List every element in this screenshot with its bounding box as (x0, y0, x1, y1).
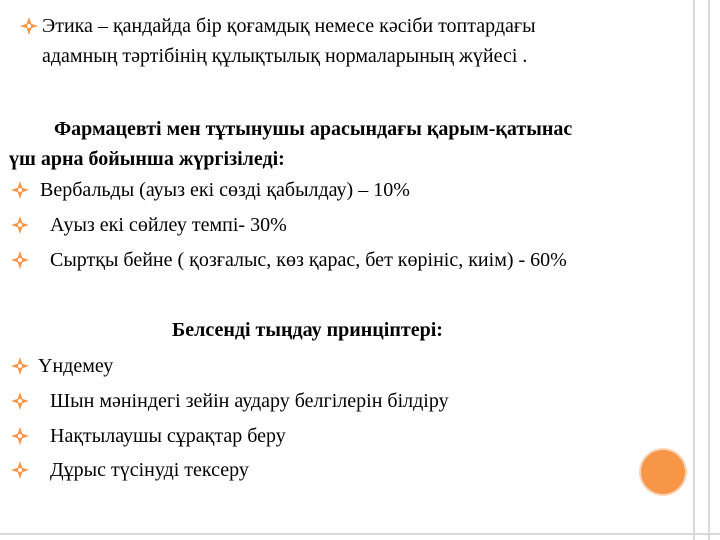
four-point-star-icon (20, 17, 38, 35)
list-item: Сыртқы бейне ( қозғалыс, көз қарас, бет көрініс, киім) - 60% (50, 249, 567, 271)
four-point-star-icon (11, 216, 29, 234)
list-item: Ауыз екі сөйлеу темпі- 30% (50, 214, 287, 236)
four-point-star-icon (11, 251, 29, 269)
four-point-star-icon (11, 181, 29, 199)
frame-line-bottom (0, 533, 720, 535)
list-item: Шын мәніндегі зейін аудару белгілерін білдіру (50, 390, 449, 412)
section-heading: Белсенді тыңдау принціптері: (172, 319, 443, 341)
paragraph-line: Этика – қандайда бір қоғамдық немесе кәсіби топтардағы (42, 15, 536, 37)
list-item: Дұрыс түсінуді тексеру (50, 459, 249, 481)
list-item: Үндемеу (38, 355, 114, 377)
frame-line-right-outer (708, 0, 710, 540)
section-heading: үш арна бойынша жүргізіледі: (9, 148, 285, 170)
paragraph-line: адамның тәртібінің құлықтылық нормаларының жүйесі . (42, 45, 528, 67)
list-item: Вербальды (ауыз екі сөзді қабылдау) – 10% (40, 179, 410, 201)
four-point-star-icon (11, 357, 29, 375)
four-point-star-icon (11, 427, 29, 445)
section-heading: Фармацевті мен тұтынушы арасындағы қарым-қатынас (54, 118, 573, 140)
four-point-star-icon (11, 392, 29, 410)
decorative-orange-circle (641, 450, 685, 494)
four-point-star-icon (11, 461, 29, 479)
list-item: Нақтылаушы сұрақтар беру (50, 425, 286, 447)
frame-line-right (693, 0, 695, 540)
